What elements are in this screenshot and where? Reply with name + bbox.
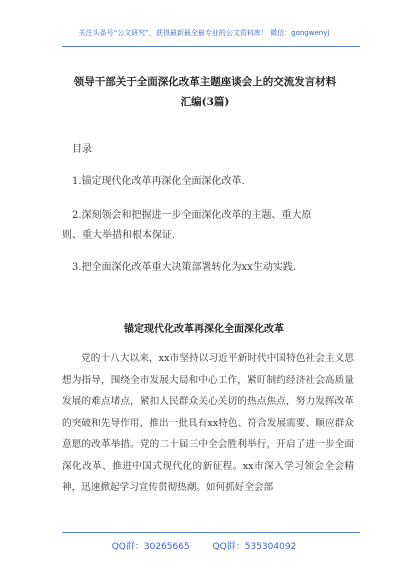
footer-qq-group-2: QQ群：535304092 bbox=[212, 542, 297, 552]
section-title: 锚定现代化改革再深化全面深化改革 bbox=[124, 324, 284, 335]
toc-item-3[interactable]: 3.把全面深化改革重大决策部署转化为xx生动实践. bbox=[72, 262, 296, 273]
footer-qq-group-1: QQ群：30265665 bbox=[111, 542, 190, 552]
header-divider bbox=[62, 46, 360, 47]
toc-heading: 目录 bbox=[72, 144, 92, 155]
body-paragraph: 党的十八大以来，xx市坚持以习近平新时代中国特色社会主义思想为指导，围绕全市发展大局和中心工作，紧盯制约经济社会高质量发展的难点堵点，紧扣人民群众关心关切的热点焦点，努力发挥改革的突破和先导作用，推出一批具有xx特色、符合发展需要、顺应群众意愿的改革举措。党的二十届三中全会胜利举行，开启了进一步全面深化改革、推进中国式现代化的新征程。xx市深入学习领会全会精神，迅速掀起学习宣传贯彻热潮。如何抓好全会部 bbox=[62, 353, 354, 493]
document-title-line-2: 汇编(3篇) bbox=[180, 96, 230, 108]
header-promo-text[interactable]: 关注头条号“公文研究”，获得最新最全最专业的公文资料库！ 微信：gongwenyj bbox=[78, 29, 330, 37]
toc-item-2-continuation[interactable]: 则、重大举措和根本保证. bbox=[62, 230, 176, 241]
toc-item-2[interactable]: 2.深刻领会和把握进一步全面深化改革的主题、重大原 bbox=[72, 210, 312, 221]
footer-divider bbox=[62, 532, 360, 533]
toc-item-1[interactable]: 1.锚定现代化改革再深化全面深化改革. bbox=[72, 176, 245, 187]
footer-contacts bbox=[0, 539, 408, 552]
document-title-line-1: 领导干部关于全面深化改革主题座谈会上的交流发言材料 bbox=[73, 76, 337, 88]
